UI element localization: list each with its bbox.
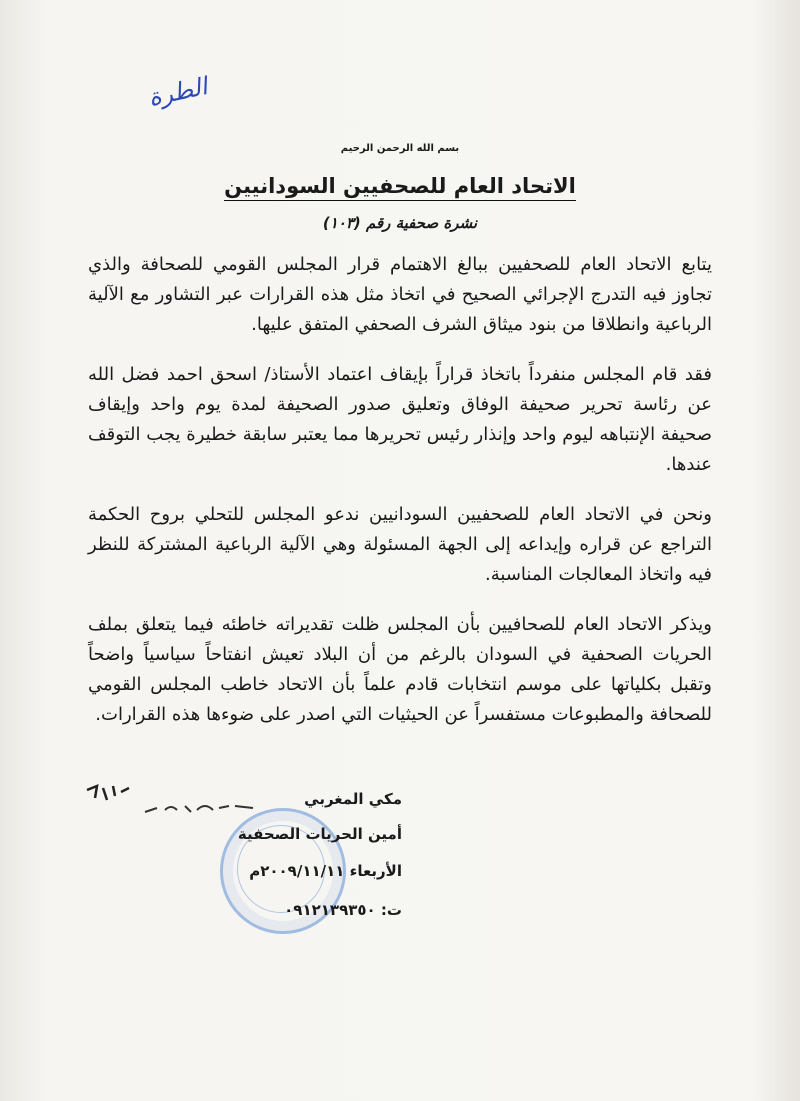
bulletin-number: نشرة صحفية رقم (١٠٣)	[322, 214, 478, 232]
basmala: بسم الله الرحمن الرحيم	[340, 143, 460, 154]
organization-title	[0, 174, 800, 198]
handwritten-note: الطرة	[145, 72, 210, 112]
paragraph-4: ويذكر الاتحاد العام للصحافيين بأن المجلس ظلت تقديراته خاطئه فيما يتعلق بملف الحريات الصحفية في السودان بالرغم من أن البلاد تعيش انفتاحاً سياسياً واضحاً وتقبل بكلياتها على موسم انتخابات قادم علماً بأن الاتحاد خاطب المجلس القومي للصحافة والمطبوعات مستفسراً عن الحيثيات التي اصدر على ضوءها هذه القرارات.	[88, 614, 712, 725]
organization-title-text: الاتحاد العام للصحفيين السودانيين	[224, 174, 576, 201]
signature-date: الأربعاء ٢٠٠٩/١١/١١م	[249, 862, 402, 880]
paragraph-3: ونحن في الاتحاد العام للصحفيين السودانيين ندعو المجلس للتحلي بروح الحكمة التراجع عن قراره وإيداعه إلى الجهة المسئولة وهي الآلية الرباعية المشتركة للنظر فيه واتخاذ المعالجات المناسبة.	[88, 504, 712, 585]
signature-phone: ت: ٠٩١٢١٣٩٣٥٠	[284, 901, 402, 919]
signatory-title: أمين الحريات الصحفية	[237, 825, 402, 843]
paragraph-1: يتابع الاتحاد العام للصحفيين ببالغ الاهتمام قرار المجلس القومي للصحافة والذي تجاوز فيه التدرج الإجرائي الصحيح في اتخاذ مثل هذه القرارات عبر التشاور مع الآلية الرباعية وانطلاقا من بنود ميثاق الشرف الصحفي المتفق عليها.	[88, 254, 712, 335]
statement-body	[88, 250, 712, 750]
paragraph-2: فقد قام المجلس منفرداً باتخاذ قراراً بإيقاف اعتماد الأستاذ/ اسحق احمد فضل الله عن رئاسة تحرير صحيفة الوفاق وتعليق صدور الصحيفة لمدة يوم واحد وإيقاف صحيفة الإنتباهه ليوم واحد وإنذار رئيس تحريرها مما يعتبر سابقة خطيرة يجب التوقف عندها.	[88, 364, 712, 475]
signatory-name: مكي المغربي	[304, 790, 402, 808]
